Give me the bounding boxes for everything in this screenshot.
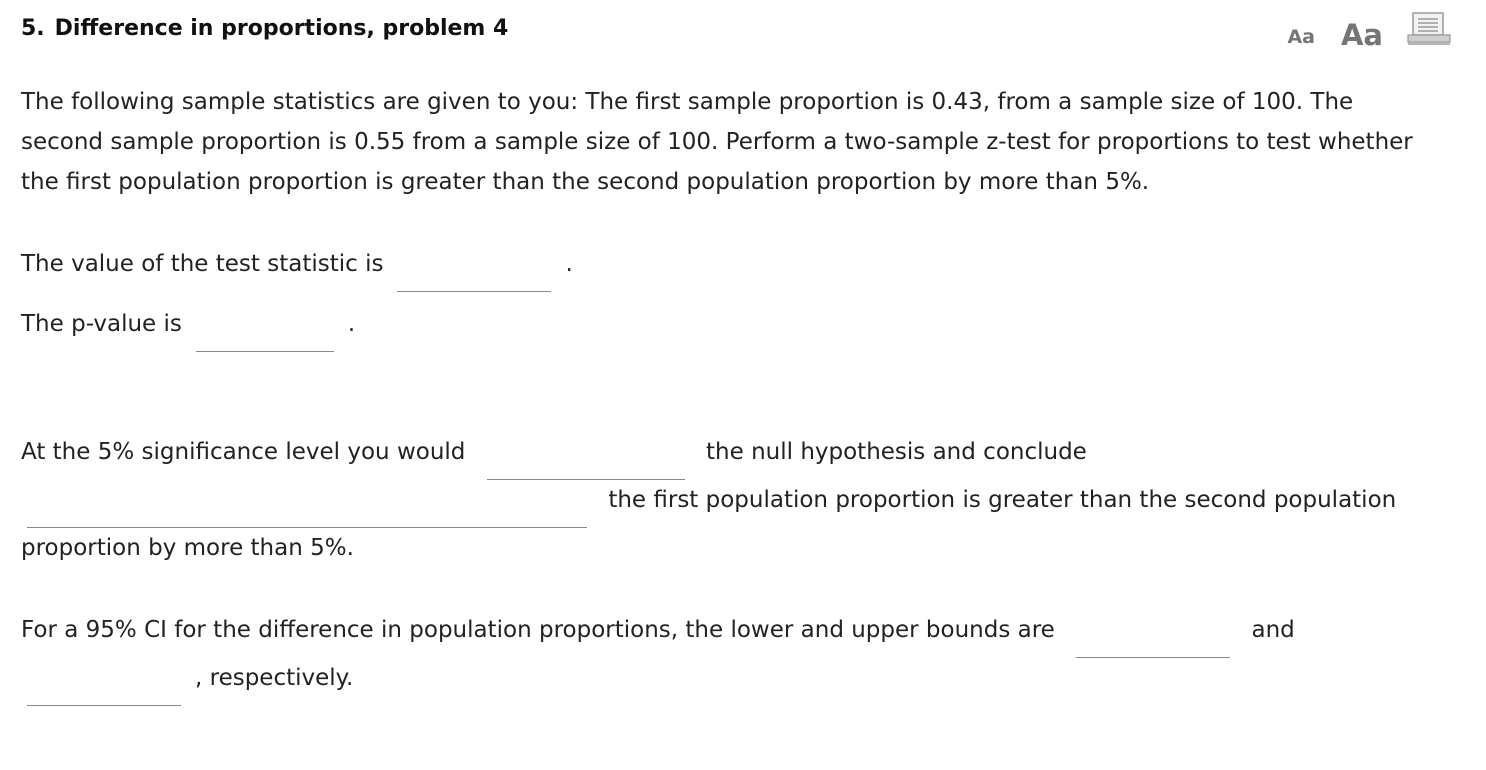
conclusion-dropdown[interactable] — [27, 497, 587, 528]
confidence-interval-paragraph — [21, 610, 1441, 706]
decrease-font-button[interactable]: Aa — [1287, 26, 1315, 48]
problem-statement: The following sample statistics are given to you: The first sample proportion is 0.43, from a sample size of 100. The second sample proportion is 0.55 from a sample size of 100. Perform a two-sample z-test for proportions to test whether the first population proportion is greater than the second population proportion by more than 5%. — [21, 89, 1413, 195]
ci-prefix: For a 95% CI for the difference in population proportions, the lower and upper bounds are — [21, 617, 1055, 643]
test-statistic-label: The value of the test statistic is — [21, 251, 384, 277]
ci-upper-input[interactable] — [27, 675, 181, 706]
conclusion-middle: the null hypothesis and conclude — [706, 439, 1087, 465]
p-value-row — [21, 304, 1441, 344]
increase-font-button[interactable]: Aa — [1340, 18, 1383, 52]
conclusion-paragraph — [21, 432, 1441, 568]
ci-and: and — [1251, 617, 1295, 643]
ci-lower-input[interactable] — [1076, 627, 1230, 658]
conclusion-suffix: the first population proportion is greater than the second population proportion by more than 5%. — [21, 487, 1397, 561]
p-value-label: The p-value is — [21, 311, 182, 337]
test-statistic-period: . — [565, 251, 573, 277]
p-value-input[interactable] — [196, 321, 334, 352]
decision-dropdown[interactable] — [487, 449, 685, 480]
conclusion-prefix: At the 5% significance level you would — [21, 439, 466, 465]
p-value-period: . — [347, 311, 356, 337]
ci-suffix: , respectively. — [195, 665, 354, 691]
question-title-text: Difference in proportions, problem 4 — [54, 16, 509, 41]
question-header — [21, 14, 1461, 54]
question-number: 5. — [21, 16, 45, 41]
test-statistic-input[interactable] — [397, 261, 551, 292]
print-icon — [1407, 12, 1451, 46]
text-size-tools — [1287, 14, 1451, 50]
test-statistic-row — [21, 244, 1441, 284]
question-title — [21, 16, 508, 41]
question-body — [21, 82, 1441, 706]
print-button[interactable] — [1407, 12, 1451, 50]
